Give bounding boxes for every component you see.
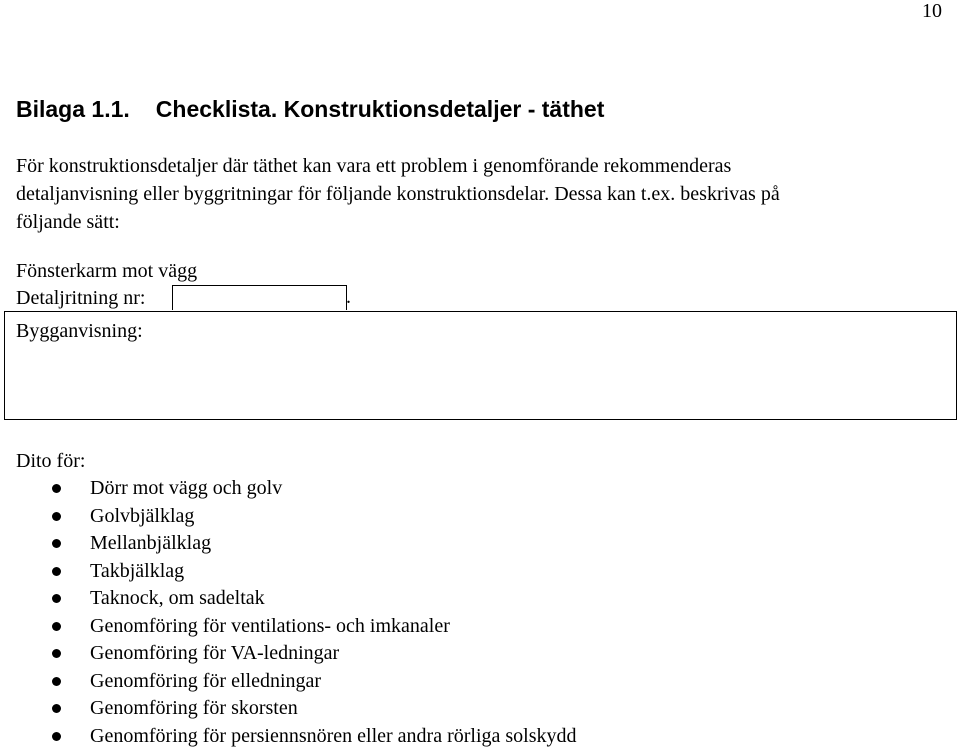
appendix-number: Bilaga 1.1.	[16, 96, 130, 122]
construction-detail-list	[0, 475, 577, 750]
bullet-icon	[52, 704, 61, 713]
list-item-label: Genomföring för ventilations- och imkanaler	[90, 614, 450, 637]
list-item	[0, 695, 577, 723]
list-item-label: Dörr mot vägg och golv	[90, 477, 283, 499]
list-item-label: Genomföring för persiennsnören eller andra rörliga solskydd	[90, 724, 577, 747]
list-item-label: Takbjälklag	[90, 559, 185, 582]
list-item	[0, 613, 577, 641]
bullet-icon	[52, 732, 61, 741]
list-item	[0, 640, 577, 668]
drawing-number-suffix: .	[346, 286, 351, 308]
list-item-label: Taknock, om sadeltak	[90, 587, 265, 609]
build-instruction-field[interactable]	[4, 311, 957, 420]
appendix-title: Checklista. Konstruktionsdetaljer - täthet	[155, 96, 605, 122]
section-title: Fönsterkarm mot vägg	[16, 260, 198, 282]
bullet-icon	[52, 677, 61, 686]
page-number: 10	[922, 0, 942, 22]
page-title	[16, 95, 604, 123]
list-item	[0, 530, 577, 558]
intro-line: detaljanvisning eller byggritningar för följande konstruktionsdelar. Dessa kan t.ex. beskrivas på	[16, 183, 780, 205]
list-item-label: Genomföring för elledningar	[90, 669, 322, 692]
bullet-icon	[52, 567, 61, 576]
list-item	[0, 475, 577, 503]
list-item-label: Genomföring för VA-ledningar	[90, 642, 340, 664]
list-item-label: Mellanbjälklag	[90, 532, 212, 554]
bullet-icon	[52, 649, 61, 658]
intro-line: följande sätt:	[16, 211, 120, 233]
build-instruction-label: Bygganvisning:	[16, 320, 143, 342]
bullet-icon	[52, 622, 61, 631]
bullet-icon	[52, 484, 61, 493]
list-item	[0, 585, 577, 613]
bullet-icon	[52, 594, 61, 603]
list-item	[0, 503, 577, 531]
dito-label: Dito för:	[16, 450, 86, 472]
list-item	[0, 668, 577, 696]
list-item	[0, 558, 577, 586]
intro-line: För konstruktionsdetaljer där täthet kan vara ett problem i genomförande rekommenderas	[16, 155, 732, 177]
drawing-number-label: Detaljritning nr:	[16, 287, 146, 309]
bullet-icon	[52, 539, 61, 548]
list-item-label: Genomföring för skorsten	[90, 697, 298, 719]
list-item-label: Golvbjälklag	[90, 504, 195, 527]
bullet-icon	[52, 512, 61, 521]
intro-paragraph	[16, 152, 916, 236]
list-item	[0, 723, 577, 751]
drawing-number-field[interactable]	[172, 285, 347, 310]
